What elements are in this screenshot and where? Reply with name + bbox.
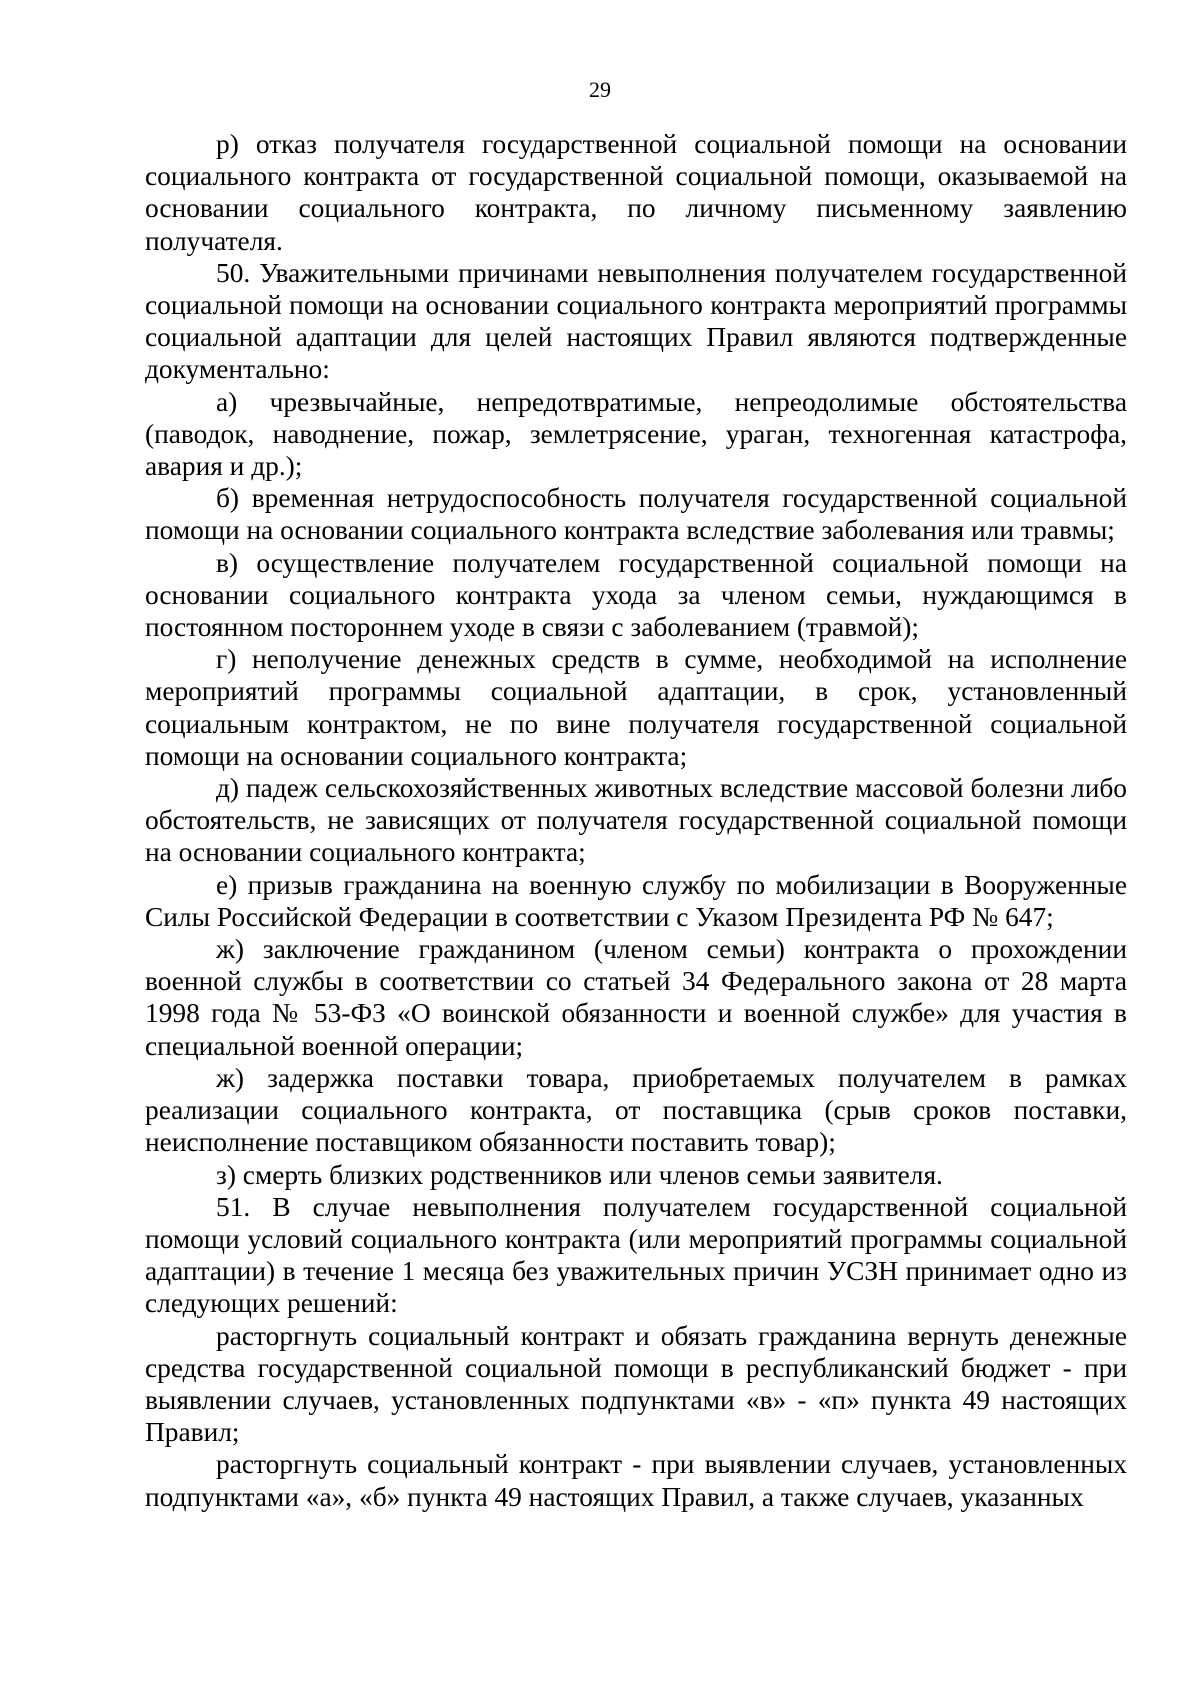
paragraph-terminate-contract: расторгнуть социальный контракт - при выявлении случаев, установленных подпунктами «а», «б» пункта 49 настоящих Правил, а также случаев, указанных xyxy=(145,1449,1127,1512)
paragraph-d-livestock-loss: д) падеж сельскохозяйственных животных вследствие массовой болезни либо обстоятельств, не зависящих от получателя государственной социальной помощи на основании социального контракта; xyxy=(145,773,1127,868)
paragraph-a-force-majeure: а) чрезвычайные, непредотвратимые, непреодолимые обстоятельства (паводок, наводнение, пожар, землетрясение, ураган, техногенная катастрофа, авария и др.); xyxy=(145,386,1127,482)
page-number: 29 xyxy=(589,77,611,102)
paragraph-51-non-fulfillment: 51. В случае невыполнения получателем государственной социальной помощи условий социального контракта (или мероприятий программы социальной адаптации) в течение 1 месяца без уважительных причин УСЗН принимает одно из следующих решений: xyxy=(145,1191,1127,1319)
paragraph-terminate-and-refund: расторгнуть социальный контракт и обязать гражданина вернуть денежные средства государственной социальной помощи в республиканский бюджет - при выявлении случаев, установленных подпунктами «в» - «п» пункта 49 настоящих Правил; xyxy=(145,1320,1127,1448)
document-body xyxy=(145,128,1127,1513)
paragraph-zh-military-contract: ж) заключение гражданином (членом семьи) контракта о прохождении военной службы в соответствии со статьей 34 Федерального закона от 28 марта 1998 года № 53-ФЗ «О воинской обязанности и военной службе» для участия в специальной военной операции; xyxy=(145,934,1127,1061)
paragraph-z-death-of-relatives: з) смерть близких родственников или членов семьи заявителя. xyxy=(216,1159,943,1190)
paragraph-50-valid-reasons: 50. Уважительными причинами невыполнения получателем государственной социальной помощи на основании социального контракта мероприятий программы социальной адаптации для целей настоящих Правил являются подтвержденные документально: xyxy=(145,257,1127,385)
paragraph-e-mobilization: е) призыв гражданина на военную службу по мобилизации в Вооруженные Силы Российской Федерации в соответствии с Указом Президента РФ № 647; xyxy=(145,869,1127,932)
paragraph-r-refusal: р) отказ получателя государственной социальной помощи на основании социального контракта от государственной социальной помощи, оказываемой на основании социального контракта, по личному письменному заявлению получателя. xyxy=(145,129,1127,256)
paragraph-b-disability: б) временная нетрудоспособность получателя государственной социальной помощи на основании социального контракта вследствие заболевания или травмы; xyxy=(145,483,1127,546)
paragraph-v-family-care: в) осуществление получателем государственной социальной помощи на основании социального контракта ухода за членом семьи, нуждающимся в постоянном постороннем уходе в связи с заболеванием (травмой); xyxy=(145,547,1127,643)
paragraph-zh-delivery-delay: ж) задержка поставки товара, приобретаемых получателем в рамках реализации социального контракта, от поставщика (срыв сроков поставки, неисполнение поставщиком обязанности поставить товар); xyxy=(145,1062,1127,1158)
paragraph-g-funds-not-received: г) неполучение денежных средств в сумме, необходимой на исполнение мероприятий программы социальной адаптации, в срок, установленный социальным контрактом, не по вине получателя государственной социальной помощи на основании социального контракта; xyxy=(145,644,1127,771)
